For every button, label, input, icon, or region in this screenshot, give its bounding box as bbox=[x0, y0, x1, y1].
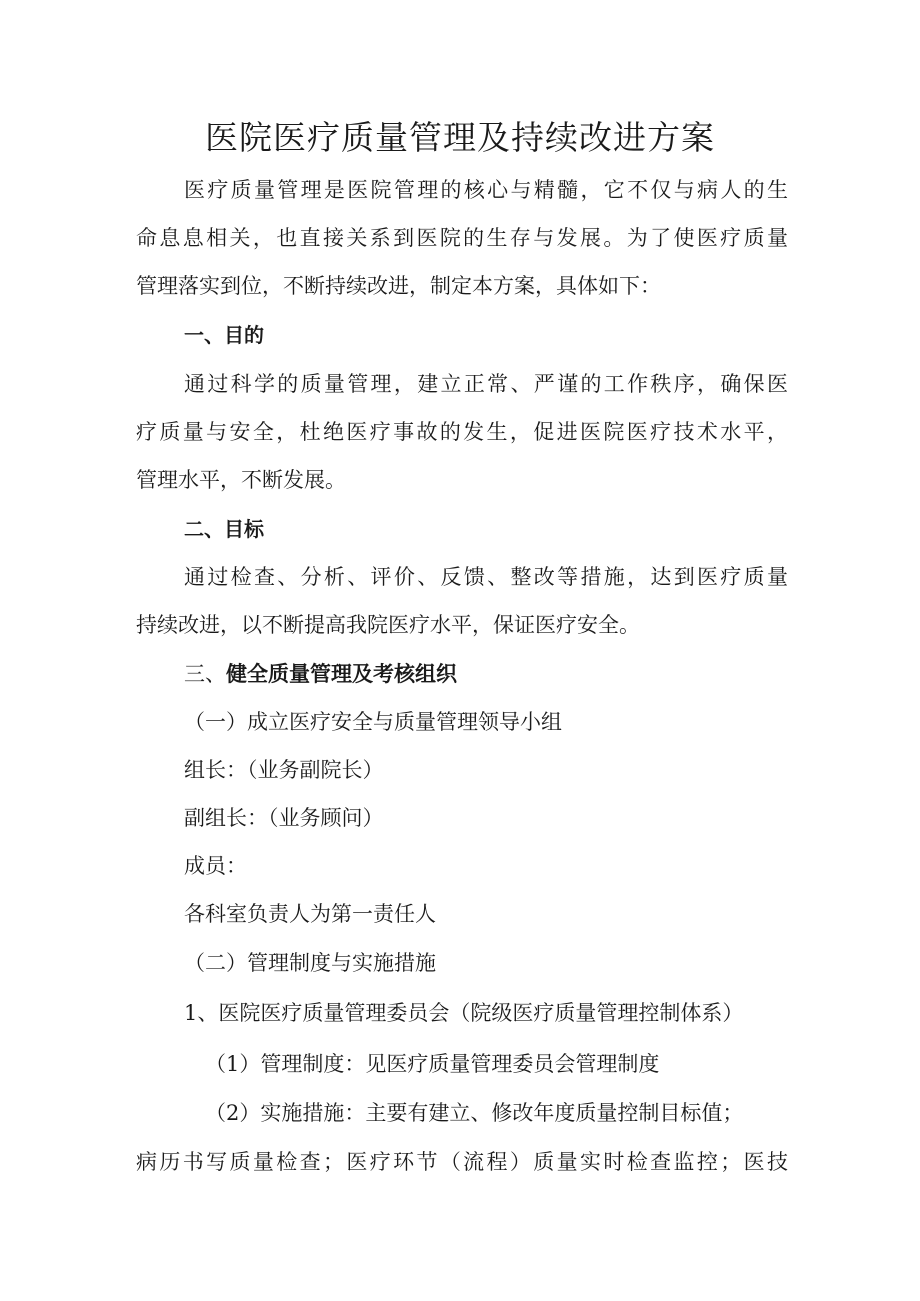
section1-heading: 一、目的 bbox=[184, 323, 264, 347]
section2-heading: 二、目标 bbox=[184, 517, 264, 541]
section3-sub2: （二）管理制度与实施措施 bbox=[184, 951, 436, 975]
group-deputy: 副组长：（业务顾问） bbox=[184, 806, 384, 830]
section1-line-1: 通过科学的质量管理，建立正常、严谨的工作秩序，确保医 bbox=[184, 372, 788, 396]
item-1-2-line-2: 病历书写质量检查；医疗环节（流程）质量实时检查监控；医技 bbox=[136, 1150, 788, 1174]
document-title: 医院医疗质量管理及持续改进方案 bbox=[205, 118, 715, 157]
intro-line-1: 医疗质量管理是医院管理的核心与精髓，它不仅与病人的生 bbox=[184, 178, 788, 202]
section2-line-1: 通过检查、分析、评价、反馈、整改等措施，达到医疗质量 bbox=[184, 565, 788, 589]
section1-line-2: 疗质量与安全，杜绝医疗事故的发生，促进医院医疗技术水平， bbox=[136, 420, 788, 444]
section3-sub1: （一）成立医疗安全与质量管理领导小组 bbox=[184, 710, 562, 734]
intro-line-2: 命息息相关，也直接关系到医院的生存与发展。为了使医疗质量 bbox=[136, 226, 788, 250]
item-1-2-line-1: （2）实施措施：主要有建立、修改年度质量控制目标值； bbox=[205, 1101, 744, 1125]
section3-heading bbox=[184, 659, 864, 689]
item-1-1: （1）管理制度：见医疗质量管理委员会管理制度 bbox=[205, 1052, 660, 1076]
item-1: 1、医院医疗质量管理委员会（院级医疗质量管理控制体系） bbox=[184, 1001, 744, 1025]
section3-heading-prefix: 三、 bbox=[184, 662, 226, 686]
section3-heading-title: 健全质量管理及考核组织 bbox=[226, 662, 457, 686]
section1-line-3: 管理水平，不断发展。 bbox=[136, 468, 346, 492]
intro-line-3: 管理落实到位，不断持续改进，制定本方案，具体如下： bbox=[136, 274, 661, 298]
responsible-person: 各科室负责人为第一责任人 bbox=[184, 902, 436, 926]
group-members: 成员： bbox=[184, 854, 247, 878]
section2-line-2: 持续改进，以不断提高我院医疗水平，保证医疗安全。 bbox=[136, 613, 640, 637]
group-leader: 组长：（业务副院长） bbox=[184, 758, 384, 782]
